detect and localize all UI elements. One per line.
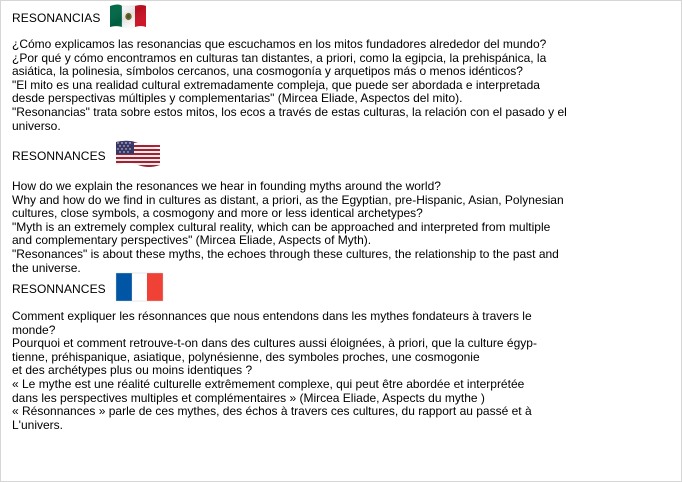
text-line: Why and how do we find in cultures as distant, a priori, as the Egyptian, pre-Hispanic, Asian, Polynesian <box>12 192 564 207</box>
text-line: ¿Cómo explicamos las resonancias que escuchamos en los mitos fundadores alrededor del mundo? <box>12 37 547 51</box>
text-line: cultures, close symbols, a cosmogony and more or less identical archetypes? <box>12 206 423 221</box>
text-line: ¿Por qué y cómo encontramos en culturas tan distantes, a priori, como la egipcia, la prehispánica, la <box>12 50 547 65</box>
section-english-header <box>12 141 162 171</box>
text-line: Comment expliquer les résonnances que nous entendons dans les mythes fondateurs à travers le <box>12 309 532 323</box>
text-line: tienne, préhispanique, asiatique, polynésienne, des symboles proches, une cosmogonie <box>12 349 480 364</box>
text-line: et des archétypes plus ou moins identiques ? <box>12 363 253 378</box>
usa-flag-icon <box>114 139 162 174</box>
text-line: « Résonnances » parle de ces mythes, des échos à travers ces cultures, du rapport au passé et à <box>12 404 532 419</box>
mexico-flag-icon <box>108 3 148 34</box>
text-line: dans les perspectives multiples et complémentaires » (Mircea Eliade, Aspects du mythe ) <box>12 390 485 405</box>
text-line: How do we explain the resonances we hear in founding myths around the world? <box>12 179 441 193</box>
section-spanish-text <box>12 38 582 133</box>
section-spanish-header <box>12 3 148 33</box>
text-line: asiática, la polinesia, símbolos cercanos, una cosmogonía y arquetipos más o menos idénticos? <box>12 64 523 79</box>
text-line: universo. <box>12 118 61 133</box>
text-line: "El mito es una realidad cultural extremadamente compleja, que puede ser abordada e interpretada <box>12 77 540 92</box>
text-line: "Myth is an extremely complex cultural reality, which can be approached and interpreted from multiple <box>12 219 551 234</box>
section-heading: RESONNANCES <box>12 282 106 296</box>
text-line: L'univers. <box>12 417 63 432</box>
text-line: "Resonances" is about these myths, the echoes through these cultures, the relationship to the past and <box>12 246 559 261</box>
text-line: desde perspectivas múltiples y complementarias" (Mircea Eliade, Aspectos del mito). <box>12 91 463 106</box>
section-english-text <box>12 180 582 275</box>
text-line: « Le mythe est une réalité culturelle extrêmement complexe, qui peut être abordée et interprétée <box>12 376 525 391</box>
section-french-header <box>12 274 164 304</box>
text-line: "Resonancias" trata sobre estos mitos, los ecos a través de estas culturas, la relación con el pasado y el <box>12 104 567 119</box>
section-heading: RESONANCIAS <box>12 11 101 25</box>
section-french-text <box>12 310 582 432</box>
france-flag-icon <box>114 272 164 307</box>
text-line: Pourquoi et comment retrouve-t-on dans des cultures aussi éloignées, à priori, que la culture égyp- <box>12 336 537 351</box>
text-line: and complementary perspectives" (Mircea Eliade, Aspects of Myth). <box>12 233 372 248</box>
text-line: the universe. <box>12 260 81 275</box>
section-heading: RESONNANCES <box>12 149 106 163</box>
text-line: monde? <box>12 322 56 337</box>
